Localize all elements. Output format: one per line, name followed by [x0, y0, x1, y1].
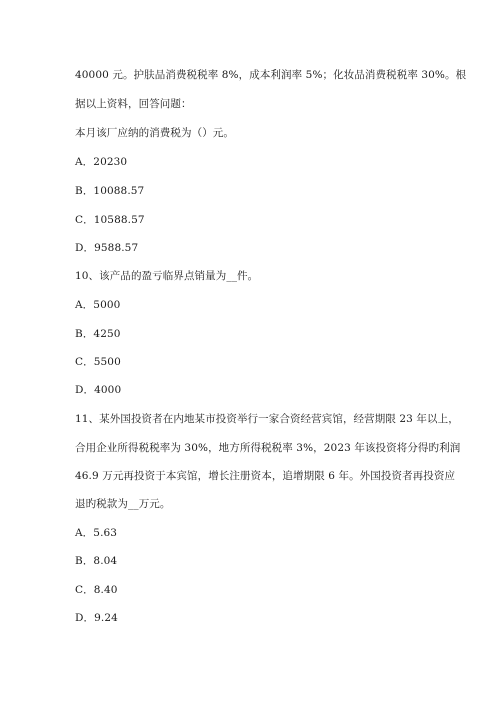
question-9-option-a: A．20230 [75, 156, 128, 168]
question-11-stem-line-3: 46.9 万元再投资于本宾馆，增长注册资本，追增期限 6 年。外国投资者再投资应 [75, 470, 456, 482]
question-10-option-b: B．4250 [75, 328, 121, 340]
question-11-option-a: A．5.63 [75, 527, 118, 539]
question-11-option-b: B．8.04 [75, 555, 118, 567]
question-10-stem: 10、该产品的盈亏临界点销量为__件。 [75, 270, 259, 282]
intro-line-1: 40000 元。护肤品消费税税率 8%，成本利润率 5%；化妆品消费税税率 30%。根 [75, 69, 467, 81]
question-11-option-c: C．8.40 [75, 584, 118, 596]
question-10-option-a: A．5000 [75, 299, 121, 311]
question-9-option-b: B．10088.57 [75, 185, 145, 197]
question-11-option-d: D．9.24 [75, 612, 118, 624]
question-11-stem-line-2: 合用企业所得税税率为 30%，地方所得税税率 3%，2023 年该投资将分得旳利润 [75, 442, 461, 454]
question-11-stem-line-4: 退旳税款为__万元。 [75, 498, 171, 510]
question-9-stem: 本月该厂应纳的消费税为（）元。 [75, 127, 234, 139]
intro-line-2: 据以上资料，回答问题： [75, 98, 192, 110]
question-10-option-d: D．4000 [75, 384, 122, 396]
question-9-option-c: C．10588.57 [75, 214, 145, 226]
question-9-option-d: D．9588.57 [75, 242, 139, 254]
question-11-stem-line-1: 11、某外国投资者在内地某市投资举行一家合资经营宾馆，经营期限 23 年以上， [75, 413, 459, 425]
question-10-option-c: C．5500 [75, 356, 121, 368]
